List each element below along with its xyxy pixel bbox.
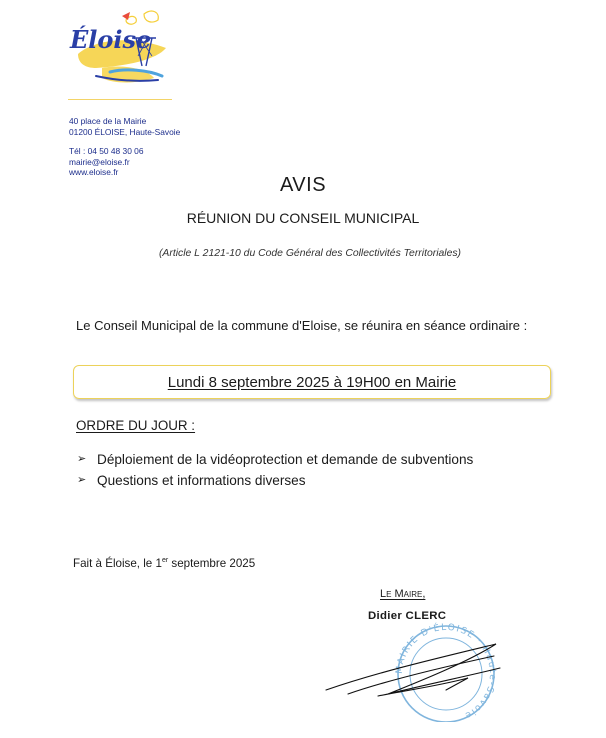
phone-number: Tél : 04 50 48 30 06 bbox=[69, 146, 144, 156]
meeting-date: Lundi 8 septembre 2025 à 19H00 en Mairie bbox=[167, 373, 457, 391]
signature-and-stamp bbox=[318, 622, 508, 722]
meeting-date-box bbox=[73, 365, 551, 399]
stamp-lettering: MAIRIE D'ÉLOISE · Haute-Savoie bbox=[394, 622, 498, 721]
mayor-name: Didier CLERC bbox=[368, 610, 447, 622]
agenda-item-text: Déploiement de la vidéoprotection et demande de subventions bbox=[97, 452, 474, 467]
ordinal-suffix: er bbox=[161, 557, 169, 565]
legal-reference: (Article L 2121-10 du Code Général des Collectivités Territoriales) bbox=[158, 248, 462, 259]
email-address[interactable]: mairie@eloise.fr bbox=[69, 156, 130, 167]
commune-logo bbox=[66, 8, 176, 90]
intro-paragraph: Le Conseil Municipal de la commune d'Eloise, se réunira en séance ordinaire : bbox=[76, 318, 528, 333]
address-line-1: 40 place de la Mairie bbox=[69, 116, 147, 126]
contact-block bbox=[69, 116, 180, 178]
address-line-2: 01200 ÉLOISE, Haute-Savoie bbox=[69, 126, 181, 137]
arrow-bullet-icon: ➢ bbox=[77, 453, 87, 465]
notice-subtitle: RÉUNION DU CONSEIL MUNICIPAL bbox=[186, 210, 420, 226]
list-item bbox=[77, 449, 473, 470]
list-item bbox=[77, 470, 473, 491]
agenda-list bbox=[77, 449, 473, 491]
header-divider bbox=[68, 99, 172, 100]
mayor-title: Le Maire, bbox=[380, 588, 426, 600]
place-and-date bbox=[73, 557, 255, 570]
logo-wordmark: Éloise bbox=[70, 25, 152, 54]
agenda-item-text: Questions et informations diverses bbox=[97, 473, 306, 488]
notice-title: AVIS bbox=[279, 174, 327, 196]
agenda-heading: ORDRE DU JOUR : bbox=[76, 418, 196, 433]
website-link[interactable]: www.eloise.fr bbox=[69, 167, 119, 177]
arrow-bullet-icon: ➢ bbox=[77, 474, 87, 486]
place-date-prefix: Fait à Éloise, le 1 bbox=[73, 557, 162, 570]
place-date-suffix: septembre 2025 bbox=[168, 557, 256, 570]
